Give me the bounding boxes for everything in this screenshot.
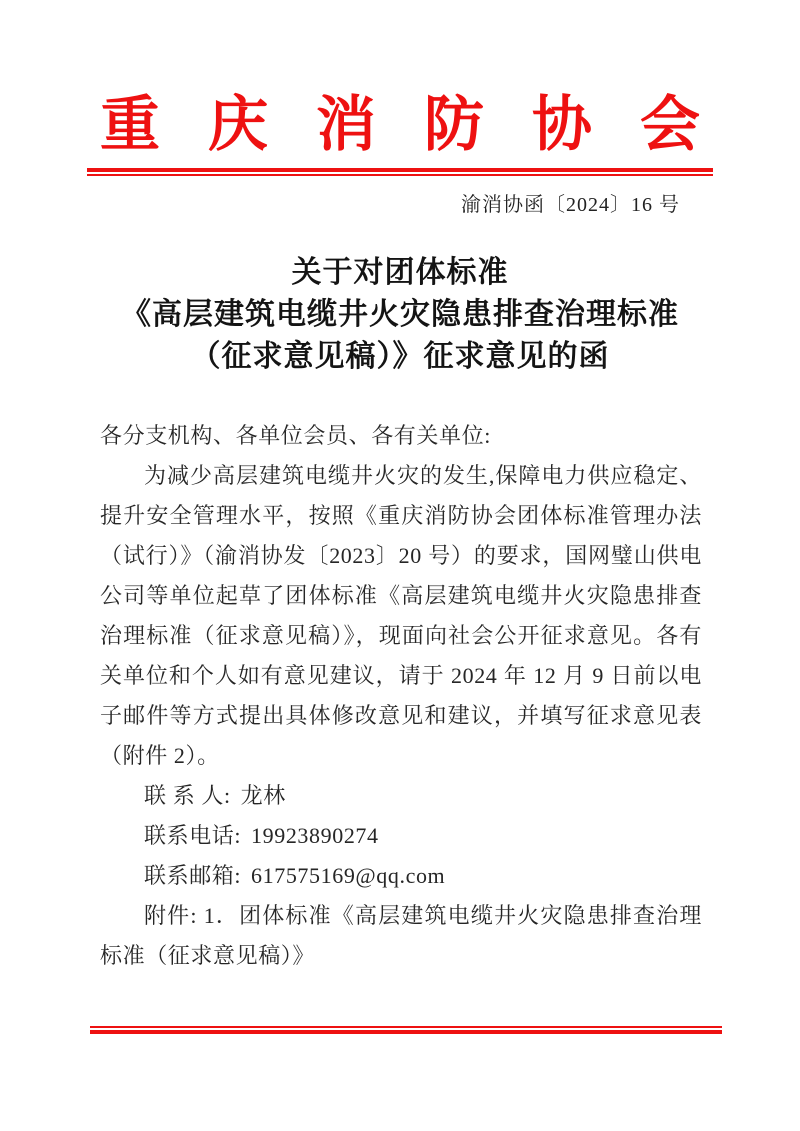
red-separator-top — [87, 168, 713, 176]
salutation: 各分支机构、各单位会员、各有关单位: — [100, 423, 491, 448]
red-separator-bottom — [90, 1026, 722, 1034]
contact-person-value: 龙林 — [240, 783, 286, 808]
contact-phone-row — [100, 816, 702, 856]
red-rule-thin — [90, 1026, 722, 1028]
doc-number: 渝消协函〔2024〕16 号 — [461, 194, 680, 216]
red-rule-thick — [87, 168, 713, 172]
contact-person-label: 联 系 人: — [144, 783, 231, 808]
title-line: （征求意见稿）》征求意见的函 — [190, 340, 610, 373]
contact-phone-value: 19923890274 — [251, 823, 379, 848]
title-line: 《高层建筑电缆井火灾隐患排查治理标准 — [121, 298, 679, 331]
contact-person-row — [100, 776, 702, 816]
attachment-note: 附件: 1．团体标准《高层建筑电缆井火灾隐患排查治理标准（征求意见稿）》 — [100, 903, 702, 968]
red-rule-thin — [87, 174, 713, 176]
contact-email-value: 617575169@qq.com — [251, 863, 446, 888]
contact-email-row — [100, 856, 702, 896]
contact-phone-label: 联系电话: — [144, 823, 242, 848]
document-title — [0, 252, 800, 378]
red-rule-thick — [90, 1030, 722, 1034]
org-name-char: 庆 — [208, 92, 268, 158]
document-body — [100, 416, 702, 976]
body-paragraph: 为减少高层建筑电缆井火灾的发生,保障电力供应稳定、提升安全管理水平，按照《重庆消防协会团体标准管理办法（试行）》（渝消协发〔2023〕20 号）的要求，国网璧山供电公司等单位起草了团体标准《高层建筑电缆井火灾隐患排查治理标准（征求意见稿）》，现面向社会公开征求意见。各有关单位和个人如有意见建议，请于 2024 年 12 月 9 日前以电子邮件等方式提出具体修改意见和建议，并填写征求意见表（附件 2）。 — [100, 463, 702, 768]
org-name-char: 消 — [316, 92, 376, 158]
org-name-char: 防 — [424, 92, 484, 158]
org-name-char: 会 — [640, 92, 700, 158]
org-name-char: 重 — [100, 92, 160, 158]
org-name — [100, 0, 700, 160]
contact-email-label: 联系邮箱: — [144, 863, 242, 888]
title-line: 关于对团体标准 — [291, 256, 509, 289]
org-name-char: 协 — [532, 92, 592, 158]
